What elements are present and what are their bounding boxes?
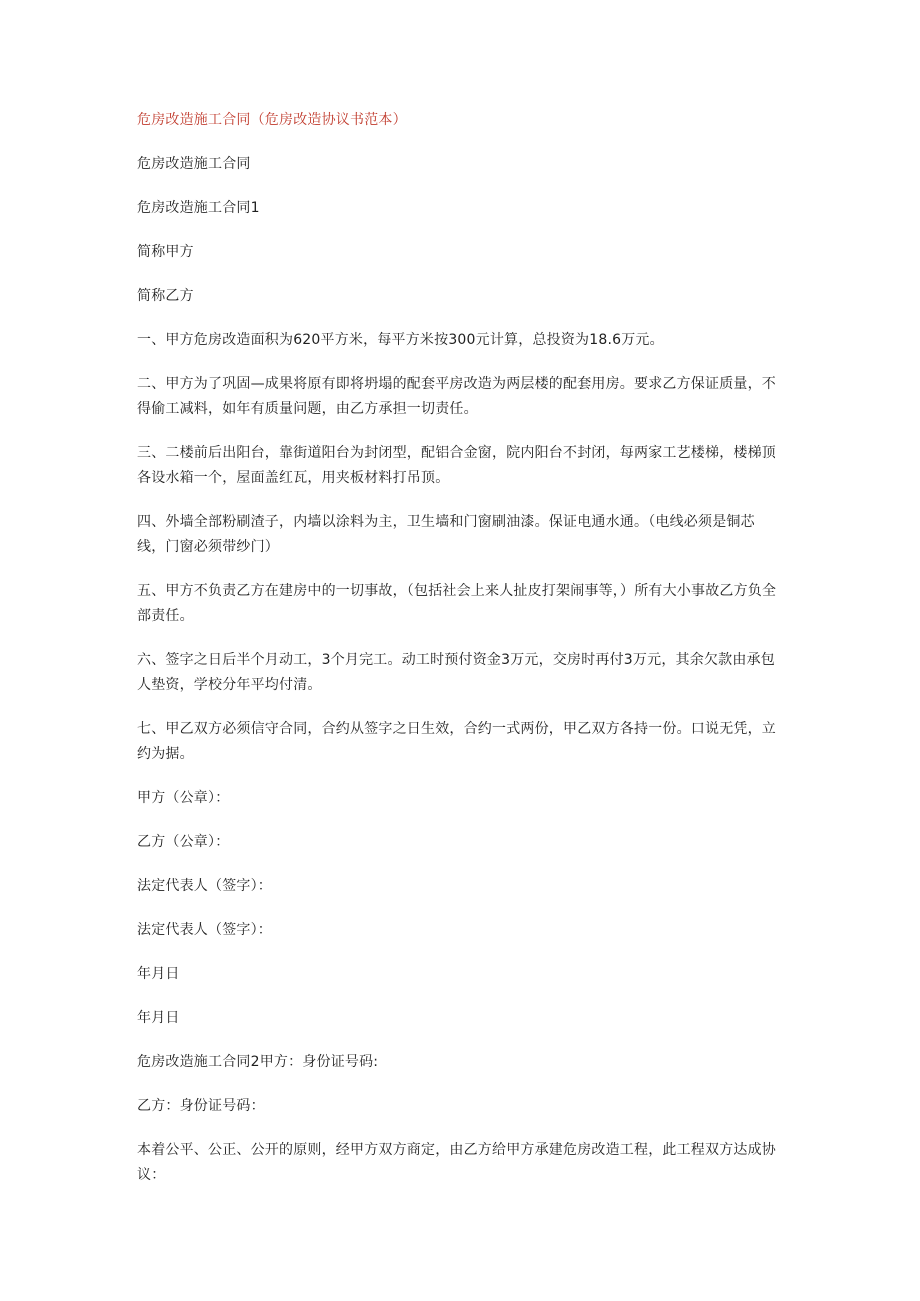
legal-rep-signature-line-1: 法定代表人（签字）：	[137, 878, 272, 894]
contract-2-intro: 危房改造施工合同2甲方：身份证号码:	[137, 1054, 379, 1070]
clause-6: 六、签字之日后半个月动工，3个月完工。动工时预付资金3万元，交房时再付3万元，其余欠款由承包人垫资，学校分年平均付清。	[137, 652, 775, 693]
contract-2-party-b-id: 乙方：身份证号码：	[137, 1098, 265, 1114]
party-b-label: 简称乙方	[137, 288, 194, 304]
contract-2-preamble: 本着公平、公正、公开的原则，经甲方双方商定，由乙方给甲方承建危房改造工程，此工程双方达成协议：	[137, 1142, 776, 1183]
clause-7: 七、甲乙双方必须信守合同，合约从签字之日生效，合约一式两份，甲乙双方各持一份。口说无凭，立约为据。	[137, 721, 776, 762]
party-a-label: 简称甲方	[137, 244, 194, 260]
legal-rep-signature-line-2: 法定代表人（签字）：	[137, 922, 272, 938]
clause-3: 三、二楼前后出阳台，靠街道阳台为封闭型，配铝合金窗，院内阳台不封闭，每两家工艺楼梯，楼梯顶各设水箱一个，屋面盖红瓦，用夹板材料打吊顶。	[137, 445, 776, 486]
clause-2: 二、甲方为了巩固—成果将原有即将坍塌的配套平房改造为两层楼的配套用房。要求乙方保证质量，不得偷工减料，如年有质量问题，由乙方承担一切责任。	[137, 376, 776, 417]
date-line-2: 年月日	[137, 1010, 180, 1026]
clause-4: 四、外墙全部粉刷渣子，内墙以涂料为主，卫生墙和门窗刷油漆。保证电通水通。（电线必须是铜芯线，门窗必须带纱门）	[137, 514, 755, 555]
document-heading: 危房改造施工合同	[137, 156, 251, 172]
party-b-seal-line: 乙方（公章）：	[137, 834, 230, 850]
clause-1: 一、甲方危房改造面积为620平方米，每平方米按300元计算，总投资为18.6万元。	[137, 332, 664, 348]
date-line-1: 年月日	[137, 966, 180, 982]
clause-5: 五、甲方不负责乙方在建房中的一切事故，（包括社会上来人扯皮打架闹事等，）所有大小事故乙方负全部责任。	[137, 583, 777, 624]
contract-1-heading: 危房改造施工合同1	[137, 200, 260, 216]
document-title: 危房改造施工合同（危房改造协议书范本）	[137, 112, 407, 128]
party-a-seal-line: 甲方（公章）：	[137, 790, 230, 806]
